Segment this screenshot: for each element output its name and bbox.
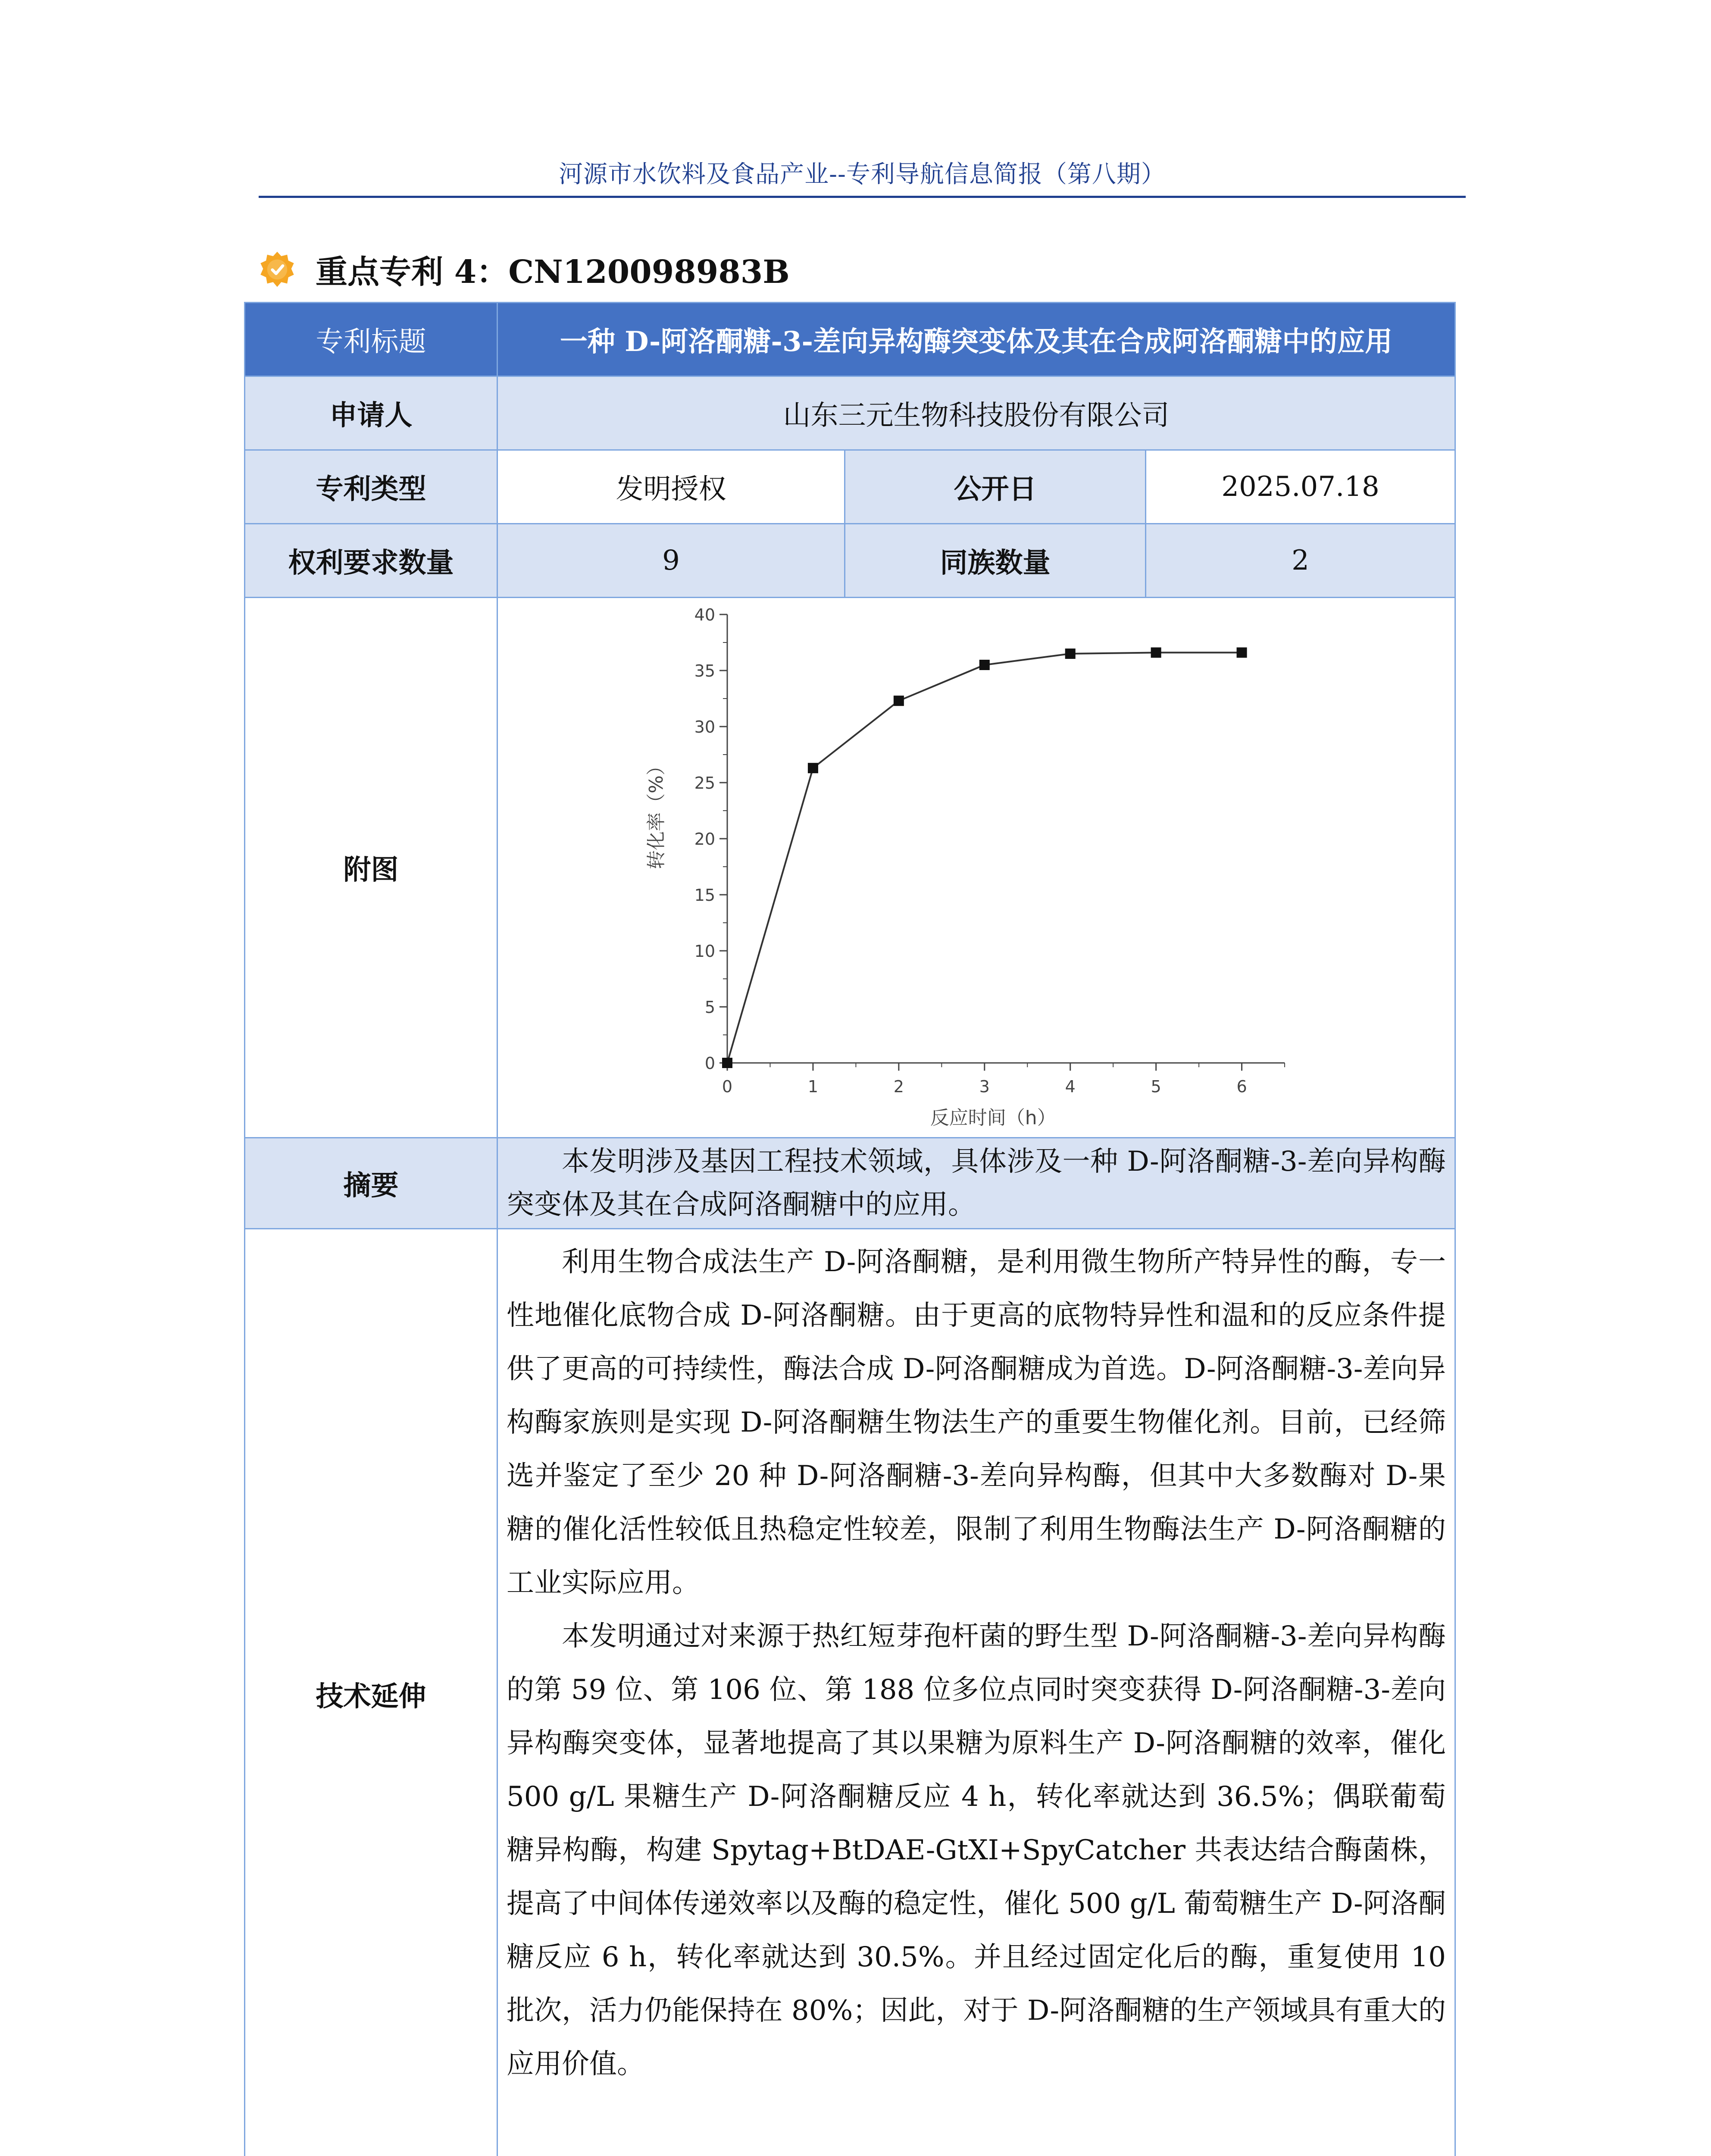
x-tick-label: 2 — [893, 1077, 904, 1096]
family-value: 2 — [1146, 524, 1455, 598]
tech-text — [497, 1229, 1455, 2156]
section-title: 重点专利 4：CN120098983B — [316, 254, 790, 291]
table-row — [245, 1138, 1455, 1229]
type-value: 发明授权 — [497, 450, 845, 524]
patent-info-table — [244, 302, 1456, 2156]
data-point — [808, 763, 818, 773]
y-tick-label: 15 — [694, 886, 715, 905]
running-header: 河源市水饮料及食品产业--专利导航信息简报（第八期） — [559, 160, 1166, 188]
tech-paragraph: 本发明通过对来源于热红短芽孢杆菌的野生型 D-阿洛酮糖-3-差向异构酶的第 59 位、第 106 位、第 188 位多位点同时突变获得 D-阿洛酮糖-3-差向异构酶突变体，显著地提高了其以果糖为原料生产 D-阿洛酮糖的效率，催化 500 g/L 果糖生产 D-阿洛酮糖反应 4 h，转化率就达到 36.5%；偶联葡萄糖异构酶，构建 Spytag+BtDAE-GtXI+SpyCatcher 共表达结合酶菌株，提高了中间体传递效率以及酶的稳定性，催化 500 g/L 葡萄糖生产 D-阿洛酮糖反应 6 h，转化率就达到 30.5%。并且经过固定化后的酶，重复使用 10 批次，活力仍能保持在 80%；因此，对于 D-阿洛酮糖的生产领域具有重大的应用价值。 — [507, 1620, 1446, 2080]
header-rule — [259, 196, 1466, 198]
x-tick-label: 4 — [1065, 1077, 1076, 1096]
x-tick-label: 3 — [979, 1077, 990, 1096]
check-badge-icon — [259, 251, 296, 288]
claims-value: 9 — [497, 524, 845, 598]
y-axis-label: 转化率（%） — [645, 756, 667, 869]
y-tick-label: 20 — [694, 830, 715, 849]
table-row — [245, 1229, 1455, 2156]
type-label: 专利类型 — [245, 450, 497, 524]
abstract-text — [497, 1138, 1455, 1229]
y-tick-label: 10 — [694, 942, 715, 961]
figure-cell — [497, 598, 1455, 1138]
data-point — [1151, 647, 1161, 658]
pubdate-value: 2025.07.18 — [1146, 450, 1455, 524]
pubdate-label: 公开日 — [845, 450, 1146, 524]
applicant-value: 山东三元生物科技股份有限公司 — [497, 376, 1455, 450]
table-row — [245, 376, 1455, 450]
title-label: 专利标题 — [245, 303, 497, 376]
claims-label: 权利要求数量 — [245, 524, 497, 598]
y-tick-label: 25 — [694, 774, 715, 793]
y-tick-label: 35 — [694, 661, 715, 680]
table-row — [245, 303, 1455, 376]
data-point — [1065, 649, 1076, 659]
y-tick-label: 30 — [694, 718, 715, 736]
title-value: 一种 D-阿洛酮糖-3-差向异构酶突变体及其在合成阿洛酮糖中的应用 — [497, 303, 1455, 376]
section-heading — [259, 244, 790, 295]
y-tick-label: 40 — [694, 605, 715, 624]
data-point — [979, 660, 990, 670]
series-line — [727, 652, 1242, 1063]
table-row — [245, 524, 1455, 598]
table-row — [245, 598, 1455, 1138]
data-point — [894, 696, 904, 706]
abstract-paragraph: 本发明涉及基因工程技术领域，具体涉及一种 D-阿洛酮糖-3-差向异构酶突变体及其在合成阿洛酮糖中的应用。 — [507, 1146, 1446, 1221]
table-row — [245, 450, 1455, 524]
tech-label: 技术延伸 — [245, 1229, 497, 2156]
y-tick-label: 5 — [704, 998, 715, 1017]
x-tick-label: 0 — [722, 1077, 733, 1096]
x-tick-label: 5 — [1151, 1077, 1161, 1096]
abstract-label: 摘要 — [245, 1138, 497, 1229]
conversion-rate-chart — [498, 598, 1456, 1137]
x-tick-label: 6 — [1236, 1077, 1247, 1096]
family-label: 同族数量 — [845, 524, 1146, 598]
data-point — [1237, 647, 1247, 658]
data-point — [722, 1058, 732, 1068]
x-tick-label: 1 — [807, 1077, 819, 1096]
y-tick-label: 0 — [704, 1054, 715, 1073]
applicant-label: 申请人 — [245, 376, 497, 450]
tech-paragraph: 利用生物合成法生产 D-阿洛酮糖，是利用微生物所产特异性的酶，专一性地催化底物合成 D-阿洛酮糖。由于更高的底物特异性和温和的反应条件提供了更高的可持续性，酶法合成 D-阿洛酮糖成为首选。D-阿洛酮糖-3-差向异构酶家族则是实现 D-阿洛酮糖生物法生产的重要生物催化剂。目前，已经筛选并鉴定了至少 20 种 D-阿洛酮糖-3-差向异构酶，但其中大多数酶对 D-果糖的催化活性较低且热稳定性较差，限制了利用生物酶法生产 D-阿洛酮糖的工业实际应用。 — [507, 1246, 1446, 1599]
figure-label: 附图 — [245, 598, 497, 1138]
x-axis-label: 反应时间（h） — [930, 1107, 1056, 1129]
